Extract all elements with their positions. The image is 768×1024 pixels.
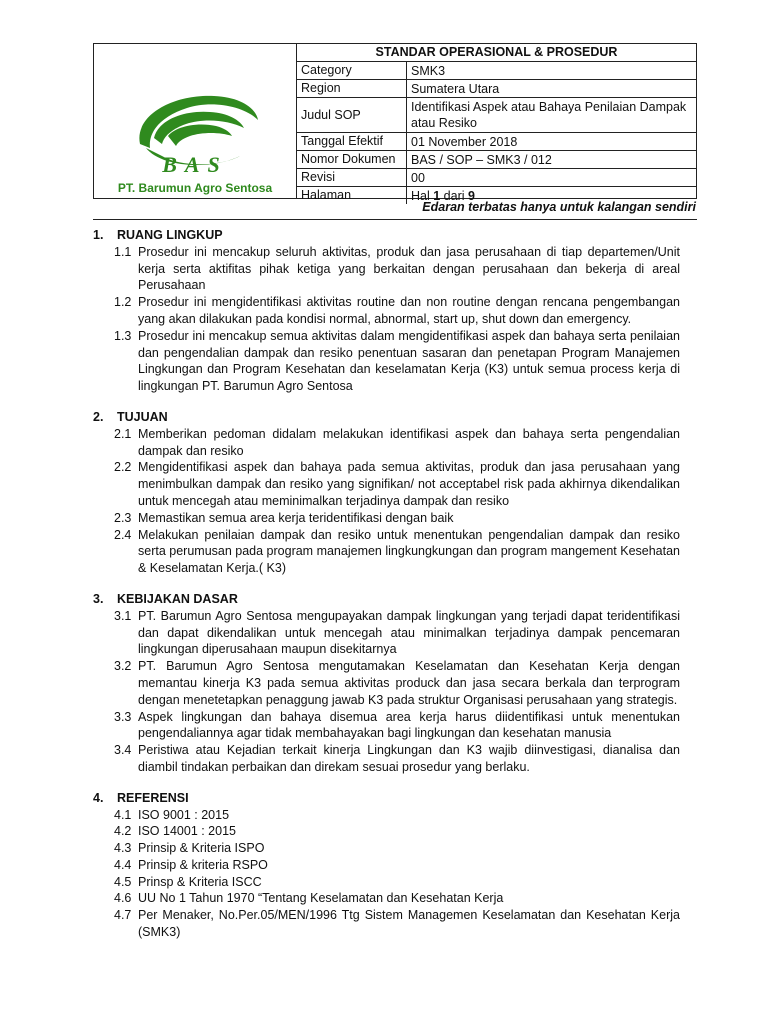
clause-text: Prinsip & kriteria RSPO <box>138 857 268 872</box>
meta-row-tanggal-efektif <box>297 133 696 151</box>
clause-item <box>93 742 680 776</box>
section-heading <box>93 227 680 244</box>
section <box>93 591 680 776</box>
meta-value: Sumatera Utara <box>411 82 500 96</box>
clause-text: UU No 1 Tahun 1970 “Tentang Keselamatan dan Kesehatan Kerja <box>138 891 504 906</box>
section <box>93 227 680 395</box>
clause-text: Aspek lingkungan dan bahaya disemua area kerja harus diidentifikasi untuk menentukan pengendaliannya agar tidak membahayakan bagi lingkungan dan kesehatan manusia <box>138 709 680 741</box>
clause-item <box>93 328 680 395</box>
meta-key: Judul SOP <box>297 98 407 132</box>
meta-value: 01 November 2018 <box>411 135 518 149</box>
clause-text: Per Menaker, No.Per.05/MEN/1996 Ttg Sistem Managemen Keselamatan dan Kesehatan Kerja (SMK3) <box>138 908 680 940</box>
clause-number: 3.3 <box>114 709 132 724</box>
section-number: 2. <box>93 409 104 424</box>
clause-number: 4.1 <box>114 807 132 822</box>
distribution-notice: Edaran terbatas hanya untuk kalangan sendiri <box>422 200 696 214</box>
clause-item <box>93 823 680 840</box>
clause-text: ISO 9001 : 2015 <box>138 807 230 822</box>
section <box>93 790 680 941</box>
clause-number: 4.7 <box>114 908 132 923</box>
meta-key: Region <box>297 80 407 97</box>
clause-item <box>93 527 680 577</box>
clause-text: PT. Barumun Agro Sentosa mengupayakan dampak lingkungan yang terjadi dapat teridentifikasi dan dapat dikendalikan untuk mencegah atau minimalkan terjadinya dampak pencemaran lingkungan diperusahaan maupun disekitarnya <box>138 608 680 657</box>
document-header <box>93 43 697 203</box>
clause-number: 4.6 <box>114 891 132 906</box>
clause-item <box>93 510 680 527</box>
header-divider <box>93 219 697 220</box>
meta-key: Nomor Dokumen <box>297 151 407 168</box>
clause-text: Prinsip & Kriteria ISPO <box>138 841 265 856</box>
clause-text: Prosedur ini mencakup seluruh aktivitas, produk dan jasa perusahaan di tiap departemen/Unit kerja serta aktifitas pihak ketiga yang berkaitan dengan perusahaan dan bekerja di areal Perusahaan <box>138 244 680 293</box>
clause-item <box>93 874 680 891</box>
clause-item <box>93 459 680 509</box>
clause-number: 4.4 <box>114 857 132 872</box>
clause-item <box>93 840 680 857</box>
section-title: KEBIJAKAN DASAR <box>117 591 238 606</box>
section-title: RUANG LINGKUP <box>117 228 223 242</box>
section-number: 1. <box>93 228 104 242</box>
clause-item <box>93 709 680 743</box>
clause-item <box>93 294 680 328</box>
clause-text: Prosedur ini mengidentifikasi aktivitas routine dan non routine dengan rencana pengembangan yang akan dilakukan pada kondisi normal, abnormal, start up, shut down dan emergency. <box>138 295 680 326</box>
meta-key: Revisi <box>297 169 407 186</box>
clause-item <box>93 244 680 294</box>
clause-item <box>93 608 680 658</box>
clause-text: Melakukan penilaian dampak dan resiko untuk menentukan pengendalian dampak dan resiko serta perumusan pada program manajemen lingkungkungan dan program mangement Kesehatan & Keselamatan Kerja.( K3) <box>138 527 681 576</box>
clause-number: 2.2 <box>114 460 132 475</box>
clause-item <box>93 907 680 941</box>
page-current: 1 <box>433 189 441 203</box>
clause-text: Prosedur ini mencakup semua aktivitas dalam mengidentifikasi aspek dan bahaya serta penilaian dan pengendalian dampak dan resiko penentuan sasaran dan penetapan Program Manajemen Lingkungan dan Program Kesehatan dan keselamatan Kerja (K3) untuk semua process kerja di lingkungan PT. Barumun Agro Sentosa <box>138 328 680 394</box>
section-heading <box>93 409 680 426</box>
page-mid: dari <box>440 189 468 203</box>
meta-row-judul-sop <box>297 98 696 133</box>
meta-value: SMK3 <box>411 64 446 78</box>
section-heading <box>93 790 680 807</box>
meta-value: Identifikasi Aspek atau Bahaya Penilaian Dampak atau Resiko <box>411 100 687 130</box>
clause-text: PT. Barumun Agro Sentosa mengutamakan Keselamatan dan Kesehatan Kerja dengan memantau kinerja K3 pada semua aktivitas produck dan jasa secara berkala dan terprogram dengan menetetapkan penaggung jawab K3 pada struktur Organisasi perusahaan yang strategis. <box>138 659 680 707</box>
section-title: REFERENSI <box>117 790 189 805</box>
clause-number: 1.3 <box>114 328 132 343</box>
clause-item <box>93 857 680 874</box>
clause-text: Mengidentifikasi aspek dan bahaya pada semua aktivitas, produk dan jasa perusahaan yang menimbulkan dampak dan resiko yang signifikan/ not acceptabel risk pada akhirnya dikendalikan untuk mencegah atau meminimalkan terjadinya dampak dan resiko <box>138 460 680 508</box>
section <box>93 409 680 577</box>
document-title: STANDAR OPERASIONAL & PROSEDUR <box>297 44 696 62</box>
clause-number: 4.2 <box>114 824 132 839</box>
meta-key: Tanggal Efektif <box>297 133 407 150</box>
page-total: 9 <box>467 189 475 203</box>
clause-item <box>93 426 680 460</box>
company-name: PT. Barumun Agro Sentosa <box>117 181 273 195</box>
meta-row-nomor-dokumen <box>297 151 696 169</box>
meta-row-revisi <box>297 169 696 187</box>
clause-number: 1.2 <box>114 295 132 310</box>
section-title: TUJUAN <box>117 409 168 424</box>
clause-text: ISO 14001 : 2015 <box>138 824 236 839</box>
document-body <box>93 227 680 955</box>
logo-text: BAS <box>162 152 228 177</box>
meta-value: 00 <box>411 171 425 185</box>
document-meta-table <box>297 44 696 203</box>
meta-key: Category <box>297 62 407 79</box>
meta-value: BAS / SOP – SMK3 / 012 <box>411 153 552 167</box>
section-number: 3. <box>93 591 104 606</box>
section-heading <box>93 591 680 608</box>
clause-text: Peristiwa atau Kejadian terkait kinerja Lingkungan dan K3 wajib diinvestigasi, dianalisa dan diambil tindakan perbaikan dan direkam sesuai prosedur yang berlaku. <box>138 743 680 774</box>
meta-row-category <box>297 62 696 80</box>
clause-number: 4.5 <box>114 874 132 889</box>
clause-item <box>93 658 680 708</box>
clause-item <box>93 890 680 907</box>
clause-item <box>93 807 680 824</box>
clause-number: 3.2 <box>114 659 132 674</box>
logo-cell <box>94 44 297 198</box>
meta-key: Halaman <box>297 187 407 204</box>
clause-number: 2.3 <box>114 510 132 525</box>
clause-text: Memberikan pedoman didalam melakukan identifikasi aspek dan bahaya serta pengendalian dampak dan resiko <box>138 426 680 458</box>
clause-number: 2.4 <box>114 527 132 542</box>
meta-row-region <box>297 80 696 98</box>
clause-number: 3.1 <box>114 608 132 623</box>
clause-text: Prinsp & Kriteria ISCC <box>138 874 262 889</box>
clause-number: 3.4 <box>114 743 132 758</box>
clause-number: 2.1 <box>114 426 132 441</box>
clause-text: Memastikan semua area kerja teridentifikasi dengan baik <box>138 510 454 525</box>
clause-number: 1.1 <box>114 244 132 259</box>
clause-number: 4.3 <box>114 841 132 856</box>
section-number: 4. <box>93 790 104 805</box>
page-prefix: Hal <box>411 189 434 203</box>
